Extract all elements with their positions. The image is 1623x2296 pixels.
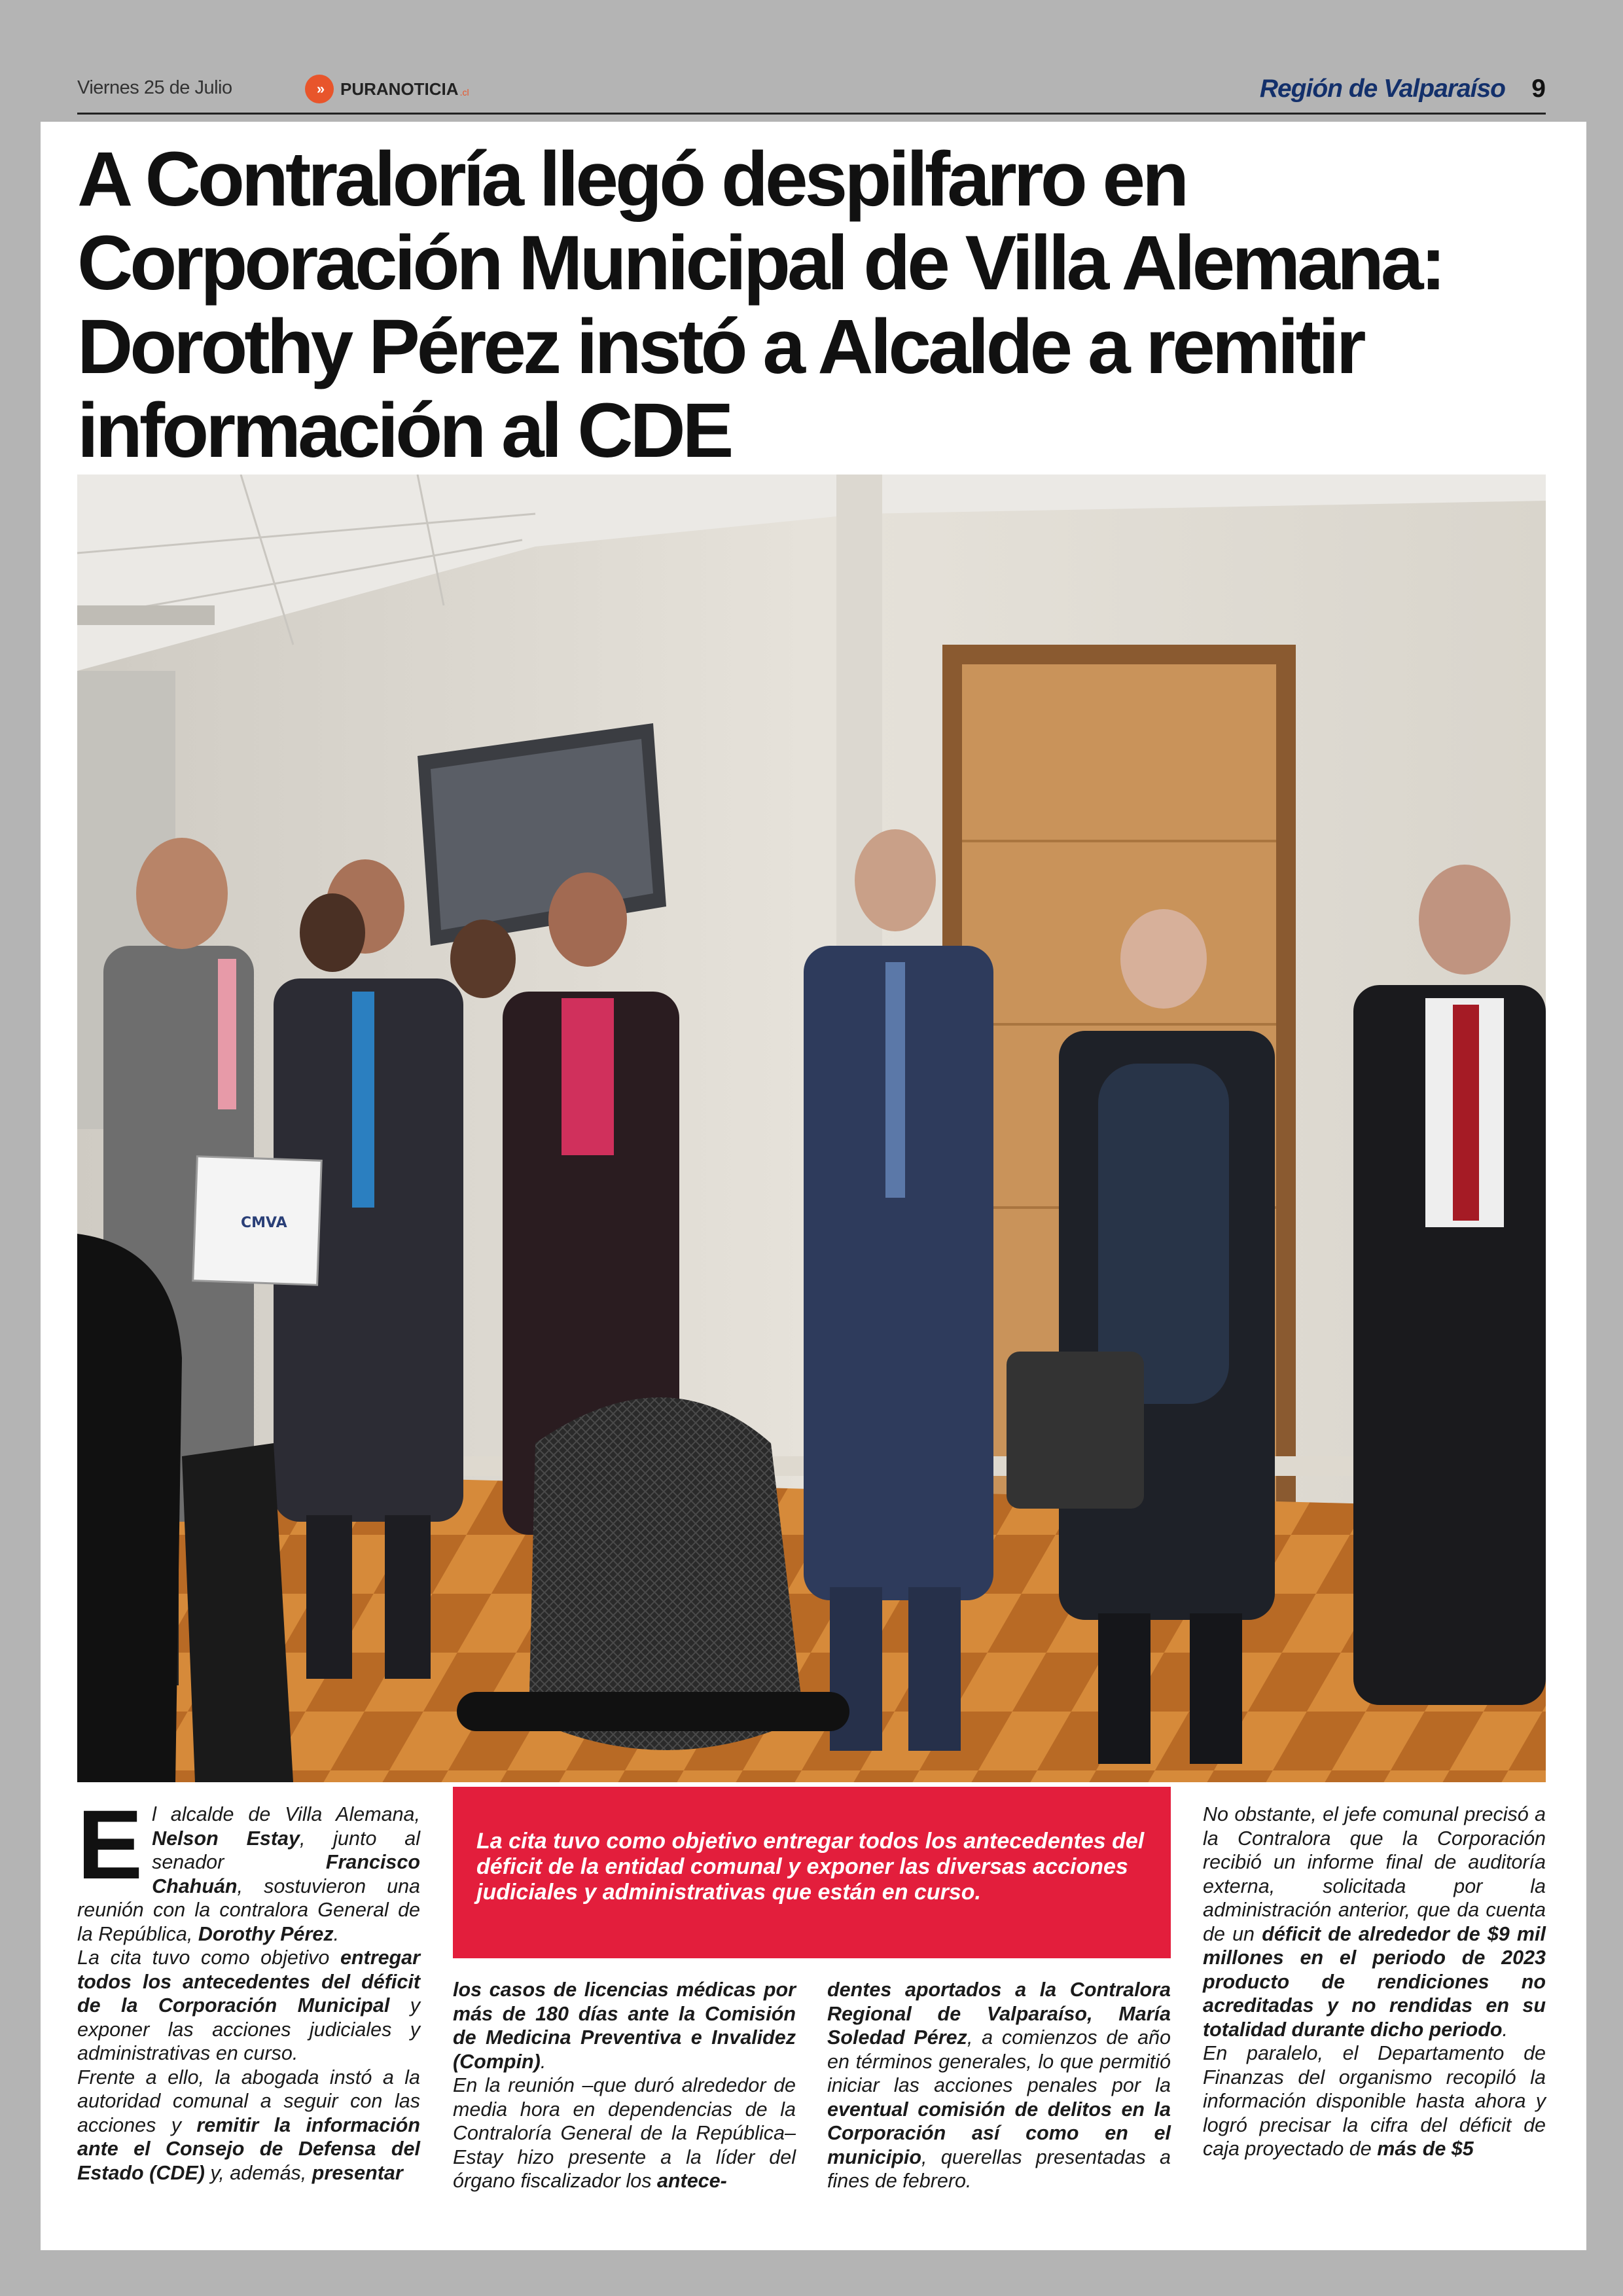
text-run: En paralelo, el Departamento de Finanzas del organismo recopiló la información disponible hasta ahora y logró precisar la cifra del déficit de caja proyectado de: [1203, 2042, 1546, 2160]
bold-run: déficit de alrededor de $9 mil millones en el periodo de 2023 producto de rendiciones no acreditadas y no rendidas en su totalidad durante dicho periodo: [1203, 1922, 1546, 2041]
bold-run: Nelson Estay: [152, 1827, 300, 1850]
bold-run: dentes aportados a la Contralora Regional de Valparaíso, María Soledad Pérez: [827, 1979, 1171, 2049]
text-run: , a comienzos de año en términos generales, lo que permitió iniciar las acciones penales por la: [827, 2026, 1171, 2096]
bold-run: entregar todos los antecedentes del déficit de la Corporación Municipal: [77, 1946, 420, 2017]
section-name: Región de Valparaíso: [1259, 75, 1505, 103]
text-run: .: [1502, 2018, 1508, 2041]
bold-run: remitir la información ante el Consejo de Defensa del Estado (CDE): [77, 2113, 420, 2184]
puranoticia-logo: [305, 75, 469, 103]
article-column-2: [453, 1978, 796, 2193]
text-run: .: [333, 1922, 340, 1945]
drop-cap: E: [77, 1789, 143, 1899]
paragraph: [77, 1946, 420, 2066]
text-run: La cita tuvo como objetivo: [77, 1946, 340, 1969]
logo-domain: .cl: [459, 87, 469, 98]
bold-run: más de $5: [1377, 2138, 1474, 2160]
masthead: [77, 72, 1546, 118]
article-column-4: [1203, 1803, 1546, 2161]
paragraph: [1203, 1803, 1546, 2041]
masthead-divider: [77, 113, 1546, 115]
text-run: Frente a ello, la abogada instó a la autoridad comunal a seguir con las acciones y: [77, 2066, 420, 2136]
article-column-3: [827, 1978, 1171, 2193]
paragraph: [453, 2073, 796, 2193]
article-photo: [77, 475, 1546, 1782]
text-run: y, además,: [204, 2161, 312, 2184]
text-run: , querellas presentadas a fines de febrero.: [827, 2145, 1171, 2192]
document-cmva-label: CMVA: [241, 1215, 287, 1231]
article-column-1: [77, 1789, 420, 2185]
logo-arrows-icon: »: [305, 75, 334, 103]
bold-run: Francisco Chahuán: [152, 1851, 420, 1897]
article-headline: A Contraloría llegó despilfarro en Corporación Municipal de Villa Alemana: Dorothy Pérez instó a Alcalde a remitir información al CDE: [77, 136, 1443, 474]
paragraph: [827, 1978, 1171, 2193]
text-run: .: [540, 2050, 546, 2073]
bold-run: los casos de licencias médicas por más de 180 días ante la Comisión de Medicina Preventiva e Invalidez (Compin): [453, 1979, 796, 2073]
bold-run: presentar: [312, 2161, 403, 2184]
bold-run: Dorothy Pérez: [198, 1922, 334, 1945]
logo-wordmark: PURANOTICIA: [340, 79, 459, 99]
pull-quote: [453, 1787, 1171, 1958]
bold-run: eventual comisión de delitos en la Corporación así como en el municipio: [827, 2098, 1171, 2168]
text-run: En la reunión –que duró alrededor de media hora en dependencias de la Contraloría General de la República– Estay hizo presente a la líder del órgano fiscalizador los: [453, 2074, 796, 2192]
edition-date: Viernes 25 de Julio: [77, 77, 232, 98]
pull-quote-text: La cita tuvo como objetivo entregar todos los antecedentes del déficit de la entidad comunal y exponer las diversas acciones judiciales y administrativas que están en curso.: [476, 1829, 1145, 1905]
bold-run: antece-: [656, 2170, 727, 2192]
text-run: , junto al senador: [152, 1827, 420, 1873]
paragraph: [1203, 2041, 1546, 2161]
text-run: y exponer las acciones judiciales y administrativas en curso.: [77, 1994, 420, 2064]
page-number: 9: [1531, 75, 1546, 103]
text-run: l alcalde de Villa Alemana,: [152, 1803, 420, 1825]
paragraph: [77, 2066, 420, 2185]
text-run: , sostuvieron una reunión con la contralora General de la República,: [77, 1874, 420, 1945]
paragraph: [453, 1978, 796, 2073]
text-run: No obstante, el jefe comunal precisó a la Contralora que la Corporación recibió un informe final de auditoría externa, solicitada por la administración anterior, que da cuenta de un: [1203, 1803, 1546, 1945]
